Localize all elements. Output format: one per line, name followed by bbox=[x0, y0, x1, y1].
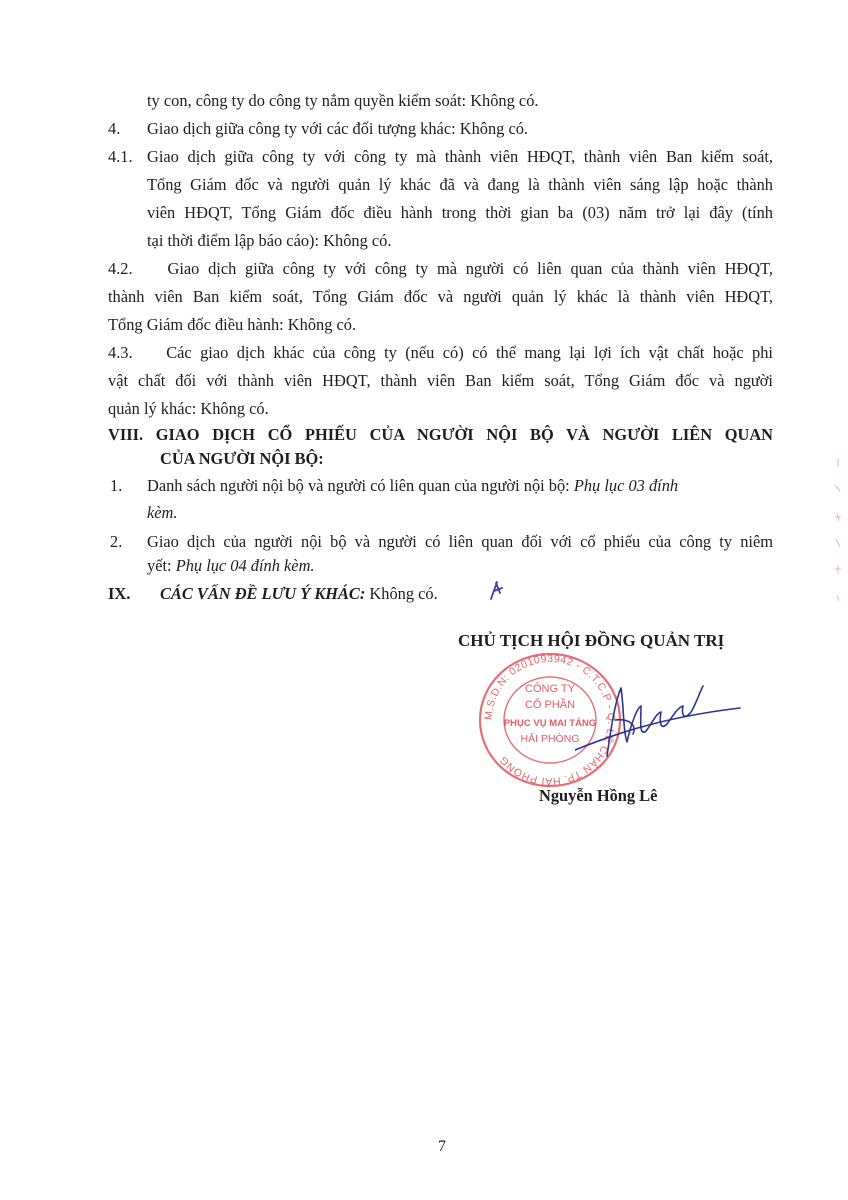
signer-name: Nguyễn Hồng Lê bbox=[539, 786, 658, 805]
seal-line: HẢI PHÒNG bbox=[520, 733, 580, 745]
text-line: 4.3. Các giao dịch khác của công ty (nếu có) có thể mang lại lợi ích vật chất hoặc phi bbox=[108, 343, 773, 362]
item-number: 1. bbox=[110, 476, 123, 495]
item-italic: kèm. bbox=[147, 503, 178, 522]
list-item bbox=[147, 555, 315, 577]
section-heading-ix bbox=[160, 583, 438, 605]
section-heading-viii: VIII. GIAO DỊCH CỔ PHIẾU CỦA NGƯỜI NỘI BỘ VÀ NGƯỜI LIÊN QUAN bbox=[108, 425, 773, 444]
list-item bbox=[147, 475, 678, 497]
signature-title: CHỦ TỊCH HỘI ĐỒNG QUẢN TRỊ bbox=[458, 631, 725, 650]
seal-line: CỔ PHẦN bbox=[524, 699, 576, 711]
item-italic: Phụ lục 03 đính bbox=[573, 476, 679, 495]
edge-stamp-marks bbox=[830, 455, 846, 605]
text-line: viên HĐQT, Tổng Giám đốc điều hành trong thời gian ba (03) năm trở lại đây (tính bbox=[147, 203, 773, 222]
item-number: 4. bbox=[108, 119, 121, 138]
item-text: yết: bbox=[147, 556, 176, 575]
text-line: ty con, công ty do công ty nắm quyền kiểm soát: Không có. bbox=[147, 91, 539, 110]
handwritten-signature bbox=[575, 668, 745, 768]
section-title: CÁC VẤN ĐỀ LƯU Ý KHÁC: bbox=[160, 584, 370, 603]
section-value: Không có. bbox=[369, 584, 438, 603]
seal-line: CÔNG TY bbox=[525, 683, 575, 695]
text-line: 4.2. Giao dịch giữa công ty với công ty mà người có liên quan của thành viên HĐQT, bbox=[108, 259, 773, 278]
text-line: Tổng Giám đốc và người quản lý khác đã và đang là thành viên sáng lập hoặc thành bbox=[147, 175, 773, 194]
item-italic: Phụ lục 04 đính kèm. bbox=[175, 556, 315, 575]
text-line: Tổng Giám đốc điều hành: Không có. bbox=[108, 315, 357, 334]
section-label-ix: IX. bbox=[108, 584, 131, 603]
item-number: 4.1. bbox=[108, 147, 133, 166]
handwritten-initial-icon bbox=[488, 579, 504, 601]
seal-ring-text: M.S.D.N: 0201093942 - C.T.C.P - Q. LÊ CHÂN TP. HẢI PHÒNG bbox=[482, 652, 618, 788]
text-line: Giao dịch giữa công ty với công ty mà thành viên HĐQT, thành viên Ban kiểm soát, bbox=[147, 147, 773, 166]
section-heading-viii-cont: CỦA NGƯỜI NỘI BỘ: bbox=[160, 449, 324, 468]
text-line: tại thời điểm lập báo cáo): Không có. bbox=[147, 231, 392, 250]
text-line: quản lý khác: Không có. bbox=[108, 399, 269, 418]
text-line: thành viên Ban kiểm soát, Tổng Giám đốc và người quản lý khác là thành viên HĐQT, bbox=[108, 287, 773, 306]
list-item: Giao dịch của người nội bộ và người có liên quan đối với cổ phiếu của công ty niêm bbox=[147, 532, 773, 551]
item-text: Danh sách người nội bộ và người có liên quan của người nội bộ: bbox=[147, 476, 574, 495]
seal-line: PHỤC VỤ MAI TÁNG bbox=[503, 718, 597, 729]
text-line: vật chất đối với thành viên HĐQT, thành viên Ban kiểm soát, Tổng Giám đốc và người bbox=[108, 371, 773, 390]
item-number: 2. bbox=[110, 532, 123, 551]
text-line: Giao dịch giữa công ty với các đối tượng khác: Không có. bbox=[147, 119, 529, 138]
page-number: 7 bbox=[438, 1138, 446, 1155]
